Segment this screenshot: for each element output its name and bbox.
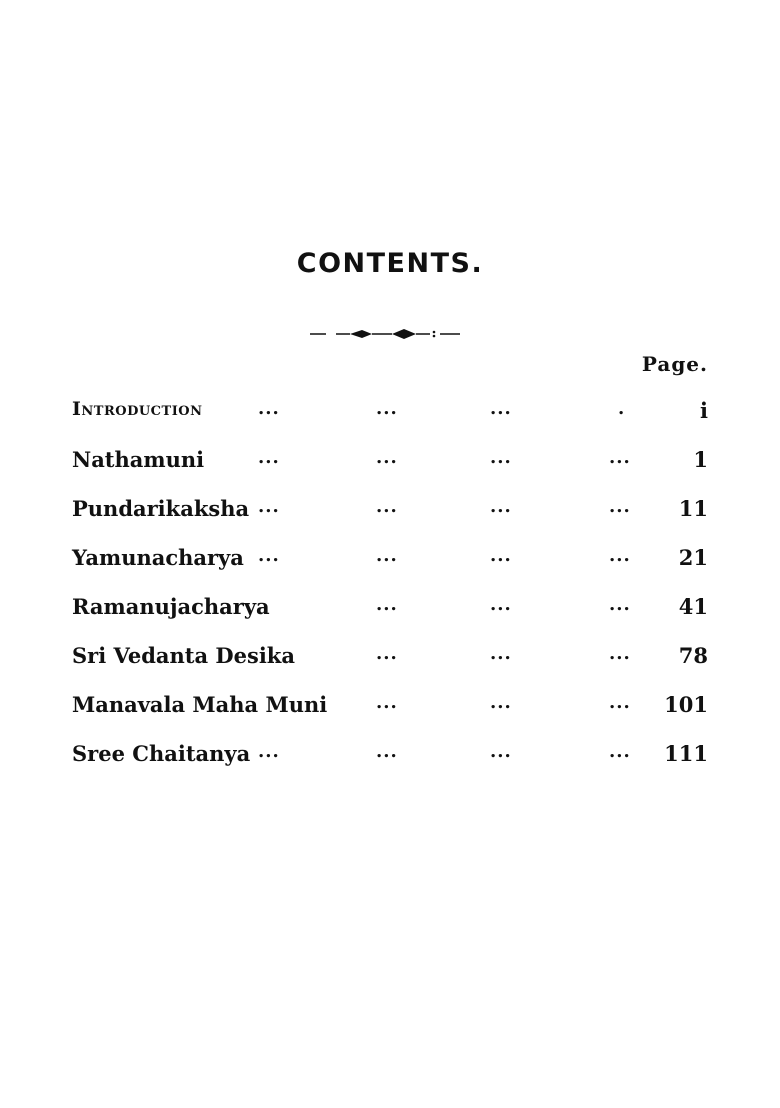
toc-entry-page: 1 xyxy=(693,447,708,472)
dot-leader: ... xyxy=(376,692,398,713)
dot-leader: ... xyxy=(609,447,631,468)
dot-leader: ... xyxy=(490,643,512,664)
dot-leader: ... xyxy=(258,398,280,419)
dot-leader: ... xyxy=(376,398,398,419)
toc-entry xyxy=(72,398,712,447)
ornament-divider-icon xyxy=(310,324,465,344)
toc-entry-title: Introduction xyxy=(72,398,203,420)
toc-entry-title: Sree Chaitanya xyxy=(72,741,251,766)
dot-leader: ... xyxy=(609,496,631,517)
toc-entry-title: Sri Vedanta Desika xyxy=(72,643,295,668)
dot-leader: ... xyxy=(376,447,398,468)
toc-entry-page: 21 xyxy=(678,545,708,570)
dot-leader: ... xyxy=(490,545,512,566)
toc-list xyxy=(72,398,712,790)
dot-leader: ... xyxy=(609,692,631,713)
dot-leader: ... xyxy=(376,741,398,762)
dot-leader: ... xyxy=(258,447,280,468)
dot-leader: ... xyxy=(609,741,631,762)
dot-leader: ... xyxy=(258,545,280,566)
dot-leader: ... xyxy=(490,594,512,615)
page-column-label: Page. xyxy=(641,352,708,376)
toc-entry-page: 11 xyxy=(678,496,708,521)
toc-entry xyxy=(72,692,712,741)
toc-entry-title: Pundarikaksha xyxy=(72,496,250,521)
dot-leader: ... xyxy=(376,643,398,664)
toc-entry-title: Manavala Maha Muni xyxy=(72,692,328,717)
dot-leader: . xyxy=(618,398,626,419)
dot-leader: ... xyxy=(609,643,631,664)
toc-entry-page: 41 xyxy=(678,594,708,619)
dot-leader: ... xyxy=(490,692,512,713)
dot-leader: ... xyxy=(258,741,280,762)
toc-entry xyxy=(72,741,712,790)
dot-leader: ... xyxy=(376,545,398,566)
toc-entry-page: 78 xyxy=(678,643,708,668)
toc-entry xyxy=(72,545,712,594)
contents-heading: CONTENTS. xyxy=(296,248,484,279)
toc-entry xyxy=(72,447,712,496)
toc-entry-title: Ramanujacharya xyxy=(72,594,270,619)
toc-entry-title: Yamunacharya xyxy=(72,545,244,570)
toc-entry-title: Nathamuni xyxy=(72,447,205,472)
dot-leader: ... xyxy=(490,447,512,468)
dot-leader: ... xyxy=(490,741,512,762)
dot-leader: ... xyxy=(490,496,512,517)
dot-leader: ... xyxy=(376,496,398,517)
dot-leader: ... xyxy=(609,545,631,566)
dot-leader: ... xyxy=(609,594,631,615)
toc-entry xyxy=(72,594,712,643)
toc-entry xyxy=(72,643,712,692)
dot-leader: ... xyxy=(376,594,398,615)
dot-leader: ... xyxy=(490,398,512,419)
dot-leader: ... xyxy=(258,496,280,517)
toc-entry-page: 101 xyxy=(664,692,708,717)
toc-entry xyxy=(72,496,712,545)
toc-entry-page: 111 xyxy=(664,741,708,766)
toc-entry-page: i xyxy=(700,398,708,423)
